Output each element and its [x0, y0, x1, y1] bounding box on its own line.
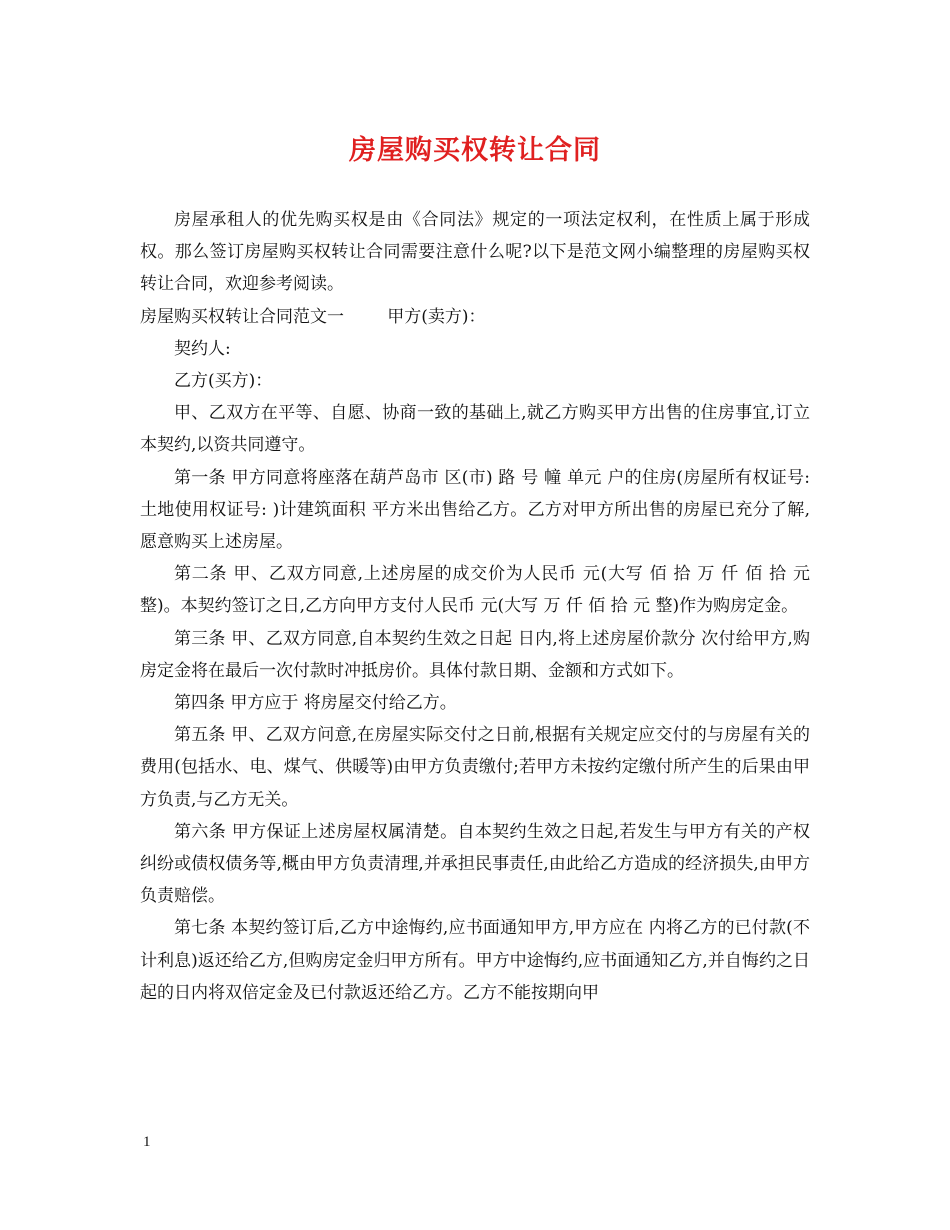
- party-b-line: 乙方(买方)：: [174, 371, 273, 392]
- article-3: 第三条 甲、乙双方同意,自本契约生效之日起 日内,将上述房屋价款分 次付给甲方,购房定金将在最后一次付款时冲抵房价。具体付款日期、金额和方式如下。: [140, 628, 810, 681]
- article-6: 第六条 甲方保证上述房屋权属清楚。自本契约生效之日起,若发生与甲方有关的产权纠纷或债权债务等,概由甲方负责清理,并承担民事责任,由此给乙方造成的经济损失,由甲方负责赔偿。: [140, 821, 810, 907]
- document-body: [140, 204, 810, 1009]
- document-title: 房屋购买权转让合同: [349, 135, 601, 166]
- page-number: 1: [143, 1134, 151, 1150]
- article-4: 第四条 甲方应于 将房屋交付给乙方。: [174, 693, 457, 714]
- article-2: 第二条 甲、乙双方同意,上述房屋的成交价为人民币 元(大写 佰 拾 万 仟 佰 拾 元 整)。本契约签订之日,乙方向甲方支付人民币 元(大写 万 仟 佰 拾 元 整)作为购房定金。: [140, 564, 810, 617]
- preamble-paragraph: 甲、乙双方在平等、自愿、协商一致的基础上,就乙方购买甲方出售的住房事宜,订立本契约,以资共同遵守。: [140, 403, 810, 456]
- article-7: 第七条 本契约签订后,乙方中途悔约,应书面通知甲方,甲方应在 内将乙方的已付款(不计利息)返还给乙方,但购房定金归甲方所有。甲方中途悔约,应书面通知乙方,并自悔约之日起的日内将双倍定金及已付款返还给乙方。乙方不能按期向甲: [140, 918, 810, 1003]
- article-5: 第五条 甲、乙双方问意,在房屋实际交付之日前,根据有关规定应交付的与房屋有关的费用(包括水、电、煤气、供暖等)由甲方负责缴付;若甲方未按约定缴付所产生的后果由甲方负责,与乙方无关。: [140, 725, 810, 810]
- contractor-line: 契约人:: [174, 338, 231, 359]
- article-1: 第一条 甲方同意将座落在葫芦岛市 区(市) 路 号 幢 单元 户的住房(房屋所有权证号: 土地使用权证号: )计建筑面积 平方米出售给乙方。乙方对甲方所出售的房屋已充分了解,愿意购买上述房屋。: [140, 467, 810, 553]
- intro-paragraph: 房屋承租人的优先购买权是由《合同法》规定的一项法定权利，在性质上属于形成权。那么签订房屋购买权转让合同需要注意什么呢?以下是范文网小编整理的房屋购买权转让合同，欢迎参考阅读。: [140, 210, 810, 295]
- sample-heading-line: 房屋购买权转让合同范文一 甲方(卖方)：: [140, 306, 486, 327]
